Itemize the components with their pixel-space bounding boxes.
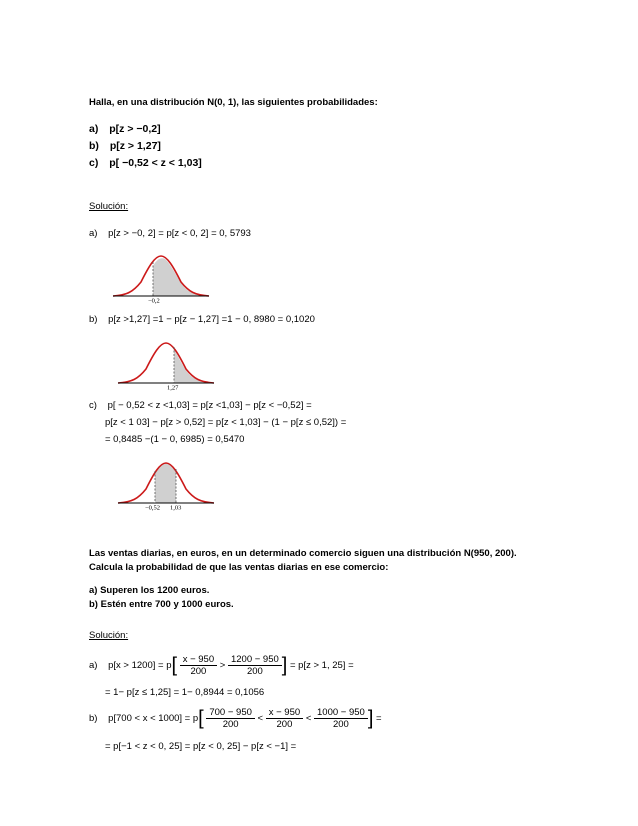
ex1-sol-c-label: c) [89,400,97,411]
right-bracket: ] [367,707,374,730]
fraction-a1 [180,654,217,677]
left-bracket: [ [198,707,204,730]
ex2-sol-a [89,654,354,677]
ex2-solution-label: Solución: [89,630,129,641]
exercise2-statement-2: Calcula la probabilidad de que las ventas diarias en ese comercio: [89,562,389,573]
ex1-item-a [89,123,161,135]
ex2-sol-a-line2: = 1− p[z ≤ 1,25] = 1− 0,8944 = 0,1056 [105,687,265,698]
ex1-sol-a [89,228,251,239]
ex1-item-b [89,140,161,152]
ex1-sol-b [89,314,315,325]
ex1-sol-a-text: p[z > −0, 2] = p[z < 0, 2] = 0, 5793 [108,228,251,239]
fraction-b2-num: x − 950 [266,707,303,719]
ex1-item-b-expr: p[z > 1,27] [109,140,161,152]
ex1-sol-c [89,400,312,411]
normal-curve-b [118,337,214,392]
left-bracket: [ [171,654,178,677]
fraction-b1 [206,707,255,730]
ex2-sol-a-rhs: = p[z > 1, 25] = [289,660,354,672]
fraction-a2 [228,654,282,677]
ex2-sol-b-label: b) [89,713,98,725]
ex2-sol-b-rhs: = [376,713,382,725]
ex2-sol-a-lhs: p[x > 1200] = p [108,660,172,672]
fraction-b3-num: 1000 − 950 [314,707,368,719]
fraction-a1-den: 200 [190,666,207,677]
exercise1-statement: Halla, en una distribución N(0, 1), las siguientes probabilidades: [89,97,378,108]
fraction-a2-den: 200 [246,666,263,677]
ex2-sol-b [89,707,382,730]
normal-curve-a [113,250,209,305]
ex2-sol-b-lhs: p[700 < x < 1000] = p [108,713,199,725]
fraction-b1-den: 200 [222,719,239,730]
ex1-item-a-expr: p[z > −0,2] [109,123,161,135]
lt-sign-1: < [257,713,264,725]
ex1-sol-b-label: b) [89,314,98,325]
ex1-item-c [89,157,202,169]
right-bracket: ] [281,654,288,677]
fraction-b2 [266,707,303,730]
fraction-b3-den: 200 [332,719,349,730]
tick-label-c-right: 1,03 [170,504,182,512]
fraction-b2-den: 200 [276,719,293,730]
ex1-solution-label: Solución: [89,201,129,212]
ex1-sol-c-line2: p[z < 1 03] − p[z > 0,52] = p[z < 1,03] − (1 − p[z ≤ 0,52]) = [105,417,347,428]
tick-label-a: −0,2 [148,297,160,305]
shaded-area-a [153,258,209,296]
exercise2-statement-1: Las ventas diarias, en euros, en un determinado comercio siguen una distribución N(950, 200). [89,548,517,559]
tick-label-b: 1,27 [167,384,179,392]
fraction-a1-num: x − 950 [180,654,217,666]
bell-curve-b [118,343,214,383]
gt-sign: > [219,660,226,672]
ex1-item-c-expr: p[ −0,52 < z < 1,03] [109,157,202,169]
ex1-item-a-label: a) [89,123,99,135]
ex2-item-b: b) Estén entre 700 y 1000 euros. [89,599,234,610]
ex1-sol-a-label: a) [89,228,98,239]
fraction-b1-num: 700 − 950 [206,707,255,719]
ex2-sol-b-line2: = p[−1 < z < 0, 25] = p[z < 0, 25] − p[z < −1] = [105,741,297,752]
ex1-sol-c-line1: p[ − 0,52 < z <1,03] = p[z <1,03] − p[z < −0,52] = [107,400,312,411]
fraction-a2-num: 1200 − 950 [228,654,282,666]
ex2-item-a: a) Superen los 1200 euros. [89,585,210,596]
ex1-sol-b-text: p[z >1,27] =1 − p[z − 1,27] =1 − 0, 8980 = 0,1020 [108,314,315,325]
ex1-sol-c-line3: = 0,8485 −(1 − 0, 6985) = 0,5470 [105,434,245,445]
tick-label-c-left: −0,52 [145,504,161,512]
ex1-item-c-label: c) [89,157,99,169]
ex2-sol-a-label: a) [89,660,98,672]
fraction-b3 [314,707,368,730]
ex1-item-b-label: b) [89,140,99,152]
normal-curve-c [118,457,214,512]
lt-sign-2: < [305,713,312,725]
